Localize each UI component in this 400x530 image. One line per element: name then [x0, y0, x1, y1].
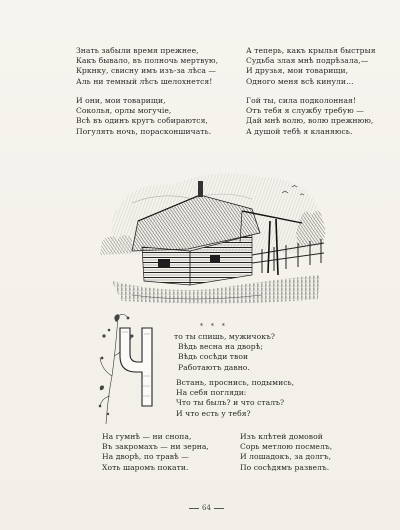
stanza-top-left-2: [76, 96, 211, 137]
verse-line: И они, мои товарищи,: [76, 96, 166, 105]
verse-line: Сорь метлою посмелъ,: [240, 442, 333, 452]
stanza-top-right-2: [246, 96, 373, 137]
stanza-top-right-1: [246, 46, 376, 87]
verse-line: И что есть у тебя?: [176, 408, 251, 418]
verse-line: Судьба злая мнѣ подрѣзала,—: [246, 56, 369, 66]
verse-line: И лошадокъ, за долгъ,: [240, 452, 332, 462]
verse-line: На гумнѣ — ни снопа,: [102, 432, 192, 441]
verse-line: Всѣ въ одинъ кругъ собираются,: [76, 116, 208, 126]
page-number-dash: [189, 508, 199, 509]
stars-ornament: * * *: [200, 323, 228, 330]
verse-line: Знать забыли время прежнее,: [76, 46, 199, 55]
verse-line: Встань, проснись, подымись,: [176, 378, 295, 387]
verse-line: По сосѣдямъ развелъ.: [240, 462, 330, 472]
decorative-dropcap-illustration: [98, 306, 168, 426]
verse-line: Вѣдь сосѣди твои: [178, 352, 249, 362]
verse-line: Кркнку, свисну имъ изъ-за лѣса —: [76, 66, 217, 76]
verse-line: На себя погляди:: [176, 388, 247, 398]
verse-line: Отъ тебя я службу требую —: [246, 106, 364, 116]
stanza-middle-2: [176, 378, 294, 419]
verse-line: Соколья, орлы могучіе,: [76, 106, 172, 116]
verse-line: Изъ клѣтей домовой: [240, 432, 323, 441]
verse-line: А душой тебѣ я кланяюсь.: [246, 126, 353, 136]
stanza-bottom-right: [240, 432, 332, 473]
verse-line: А теперь, какъ крылья быстрыя: [246, 46, 376, 55]
verse-line: Что ты былъ? и что сталъ?: [176, 398, 285, 408]
page-number-value: 64: [202, 504, 211, 512]
verse-line: то ты спишь, мужичокъ?: [174, 332, 276, 341]
dropcap-letter: Ч: [136, 386, 137, 387]
verse-line: Аль ни темный лѣсъ шелохнется!: [76, 76, 213, 86]
page-number: [186, 504, 227, 512]
stanza-bottom-left: [102, 432, 209, 473]
verse-line: Въ закромахъ — ни зерна,: [102, 442, 209, 452]
stanza-top-left-1: [76, 46, 218, 87]
verse-line: Работаютъ давно.: [178, 362, 250, 372]
verse-line: Какъ бывало, въ полночь мертвую,: [76, 56, 219, 66]
verse-line: Погулять ночь, порасконшичать.: [76, 126, 212, 136]
hut-engraving-illustration: [92, 163, 328, 308]
verse-line: Вѣдь весна на дворѣ;: [178, 342, 263, 352]
verse-line: Одного меня всѣ кинули…: [246, 76, 354, 86]
stanza-middle-1: [174, 332, 275, 373]
page-number-dash: [214, 508, 224, 509]
verse-line: Дай мнѣ волю, волю прежнюю,: [246, 116, 374, 126]
verse-line: На дворѣ, по травѣ —: [102, 452, 189, 462]
verse-line: Гой ты, сила подколонная!: [246, 96, 356, 105]
verse-line: Хоть шаромъ покати.: [102, 462, 189, 472]
verse-line: И друзья, мои товарищи,: [246, 66, 349, 76]
